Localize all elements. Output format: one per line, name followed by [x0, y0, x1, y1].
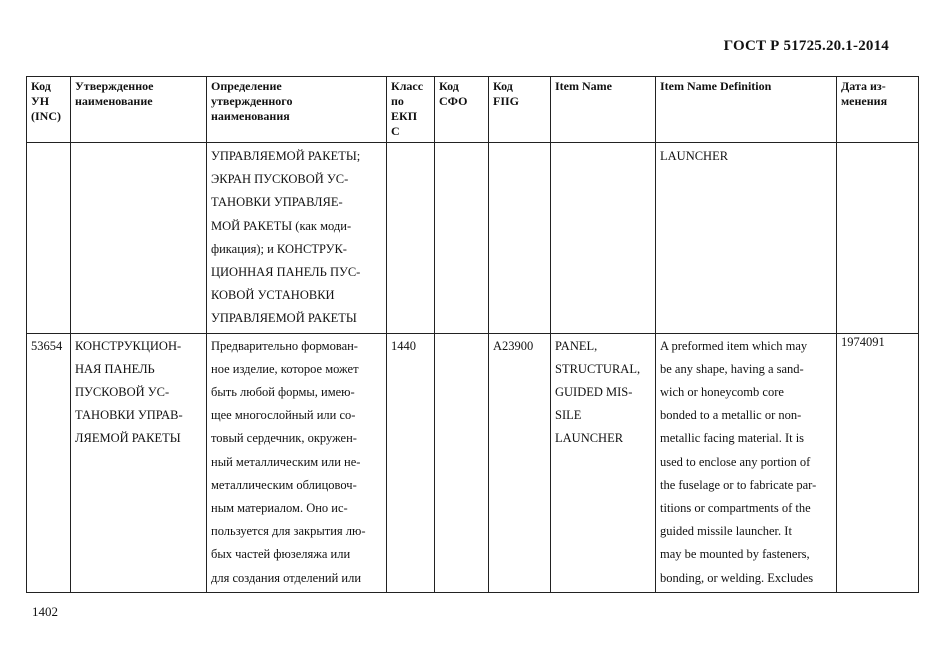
cell-sfo: [435, 143, 489, 334]
col-header-fiig: [489, 77, 551, 143]
text-line: Определение: [211, 79, 282, 93]
col-header-definition: [207, 77, 387, 143]
cell-approved-name: [71, 143, 207, 334]
cell-definition: [207, 333, 387, 592]
text-line: УПРАВЛЯЕМОЙ РАКЕТЫ: [211, 311, 357, 326]
text-line: Код: [31, 79, 51, 93]
cell-fiig: [489, 143, 551, 334]
text-line: КОНСТРУКЦИОН-: [75, 338, 182, 353]
text-line: ЛЯЕМОЙ РАКЕТЫ: [75, 431, 181, 446]
cell-change-date: [837, 143, 919, 334]
text-line: be any shape, having a sand-: [660, 361, 804, 376]
text-line: менения: [841, 94, 888, 108]
text-line: Предварительно формован-: [211, 338, 358, 353]
text-line: пользуется для закрытия лю-: [211, 524, 366, 539]
cell-sfo: [435, 333, 489, 592]
text-line: Класс: [391, 79, 424, 93]
text-line: Утвержденное: [75, 79, 154, 93]
text-line: ным материалом. Оно ис-: [211, 501, 348, 516]
table-row: [27, 143, 919, 334]
col-header-approved-name: [71, 77, 207, 143]
text-line: Item Name Definition: [660, 79, 772, 93]
text-line: бых частей фюзеляжа или: [211, 547, 351, 562]
col-header-sfo: [435, 77, 489, 143]
document-code: ГОСТ Р 51725.20.1-2014: [723, 38, 889, 54]
text-line: для создания отделений или: [211, 570, 362, 585]
text-line: FIIG: [493, 94, 520, 108]
text-line: ПУСКОВОЙ УС-: [75, 385, 170, 400]
text-line: ное изделие, которое может: [211, 361, 359, 376]
cell-item-name: [551, 333, 656, 592]
text-line: ЭКРАН ПУСКОВОЙ УС-: [211, 172, 349, 187]
text-line: фикация); и КОНСТРУК-: [211, 241, 347, 256]
text-line: used to enclose any portion of: [660, 454, 811, 469]
cell-inc: 53654: [27, 333, 71, 592]
col-header-inc: [27, 77, 71, 143]
text-line: наименование: [75, 94, 153, 108]
cell-fiig: A23900: [489, 333, 551, 592]
text-line: A preformed item which may: [660, 338, 808, 353]
text-line: МОЙ РАКЕТЫ (как моди-: [211, 218, 352, 233]
text-line: утвержденного: [211, 94, 293, 108]
text-line: ЕКП: [391, 109, 418, 123]
cell-approved-name: [71, 333, 207, 592]
cell-class: 1440: [387, 333, 435, 592]
text-line: SILE: [555, 408, 582, 423]
text-line: товый сердечник, окружен-: [211, 431, 357, 446]
col-header-item-name-definition: [656, 77, 837, 143]
text-line: metallic facing material. It is: [660, 431, 805, 446]
catalog-table: [26, 76, 919, 593]
text-line: PANEL,: [555, 338, 598, 353]
cell-inc: [27, 143, 71, 334]
text-line: wich or honeycomb core: [660, 385, 784, 400]
cell-item-name-definition: [656, 333, 837, 592]
text-line: СФО: [439, 94, 468, 108]
text-line: металлическим облицовоч-: [211, 477, 357, 492]
text-line: Код: [439, 79, 459, 93]
text-line: ЦИОННАЯ ПАНЕЛЬ ПУС-: [211, 265, 361, 280]
text-line: guided missile launcher. It: [660, 524, 792, 539]
text-line: (INC): [31, 109, 61, 123]
cell-item-name: [551, 143, 656, 334]
cell-change-date: 1974091: [837, 333, 919, 592]
text-line: Код: [493, 79, 513, 93]
text-line: Дата из-: [841, 79, 886, 93]
cell-class: [387, 143, 435, 334]
col-header-class: [387, 77, 435, 143]
text-line: по: [391, 94, 404, 108]
text-line: bonding, or welding. Excludes: [660, 570, 814, 585]
text-line: ТАНОВКИ УПРАВ-: [75, 408, 183, 423]
text-line: STRUCTURAL,: [555, 361, 641, 376]
text-line: щее многослойный или со-: [211, 408, 356, 423]
text-line: КОВОЙ УСТАНОВКИ: [211, 288, 335, 303]
text-line: LAUNCHER: [660, 149, 729, 163]
page-number: 1402: [32, 604, 58, 619]
table-header-row: [27, 77, 919, 143]
text-line: быть любой формы, имею-: [211, 385, 355, 400]
text-line: С: [391, 124, 400, 138]
text-line: titions or compartments of the: [660, 501, 811, 516]
text-line: bonded to a metallic or non-: [660, 408, 802, 423]
col-header-item-name: [551, 77, 656, 143]
table-row: [27, 333, 919, 592]
cell-definition: [207, 143, 387, 334]
text-line: УН: [31, 94, 50, 108]
col-header-change-date: [837, 77, 919, 143]
cell-item-name-definition: [656, 143, 837, 334]
text-line: GUIDED MIS-: [555, 385, 633, 400]
text-line: УПРАВЛЯЕМОЙ РАКЕТЫ;: [211, 149, 361, 163]
text-line: may be mounted by fasteners,: [660, 547, 810, 562]
text-line: Item Name: [555, 79, 612, 93]
text-line: ный металлическим или не-: [211, 454, 361, 469]
text-line: НАЯ ПАНЕЛЬ: [75, 361, 155, 376]
text-line: LAUNCHER: [555, 431, 624, 446]
text-line: ТАНОВКИ УПРАВЛЯЕ-: [211, 195, 343, 210]
text-line: наименования: [211, 109, 290, 123]
text-line: the fuselage or to fabricate par-: [660, 477, 817, 492]
